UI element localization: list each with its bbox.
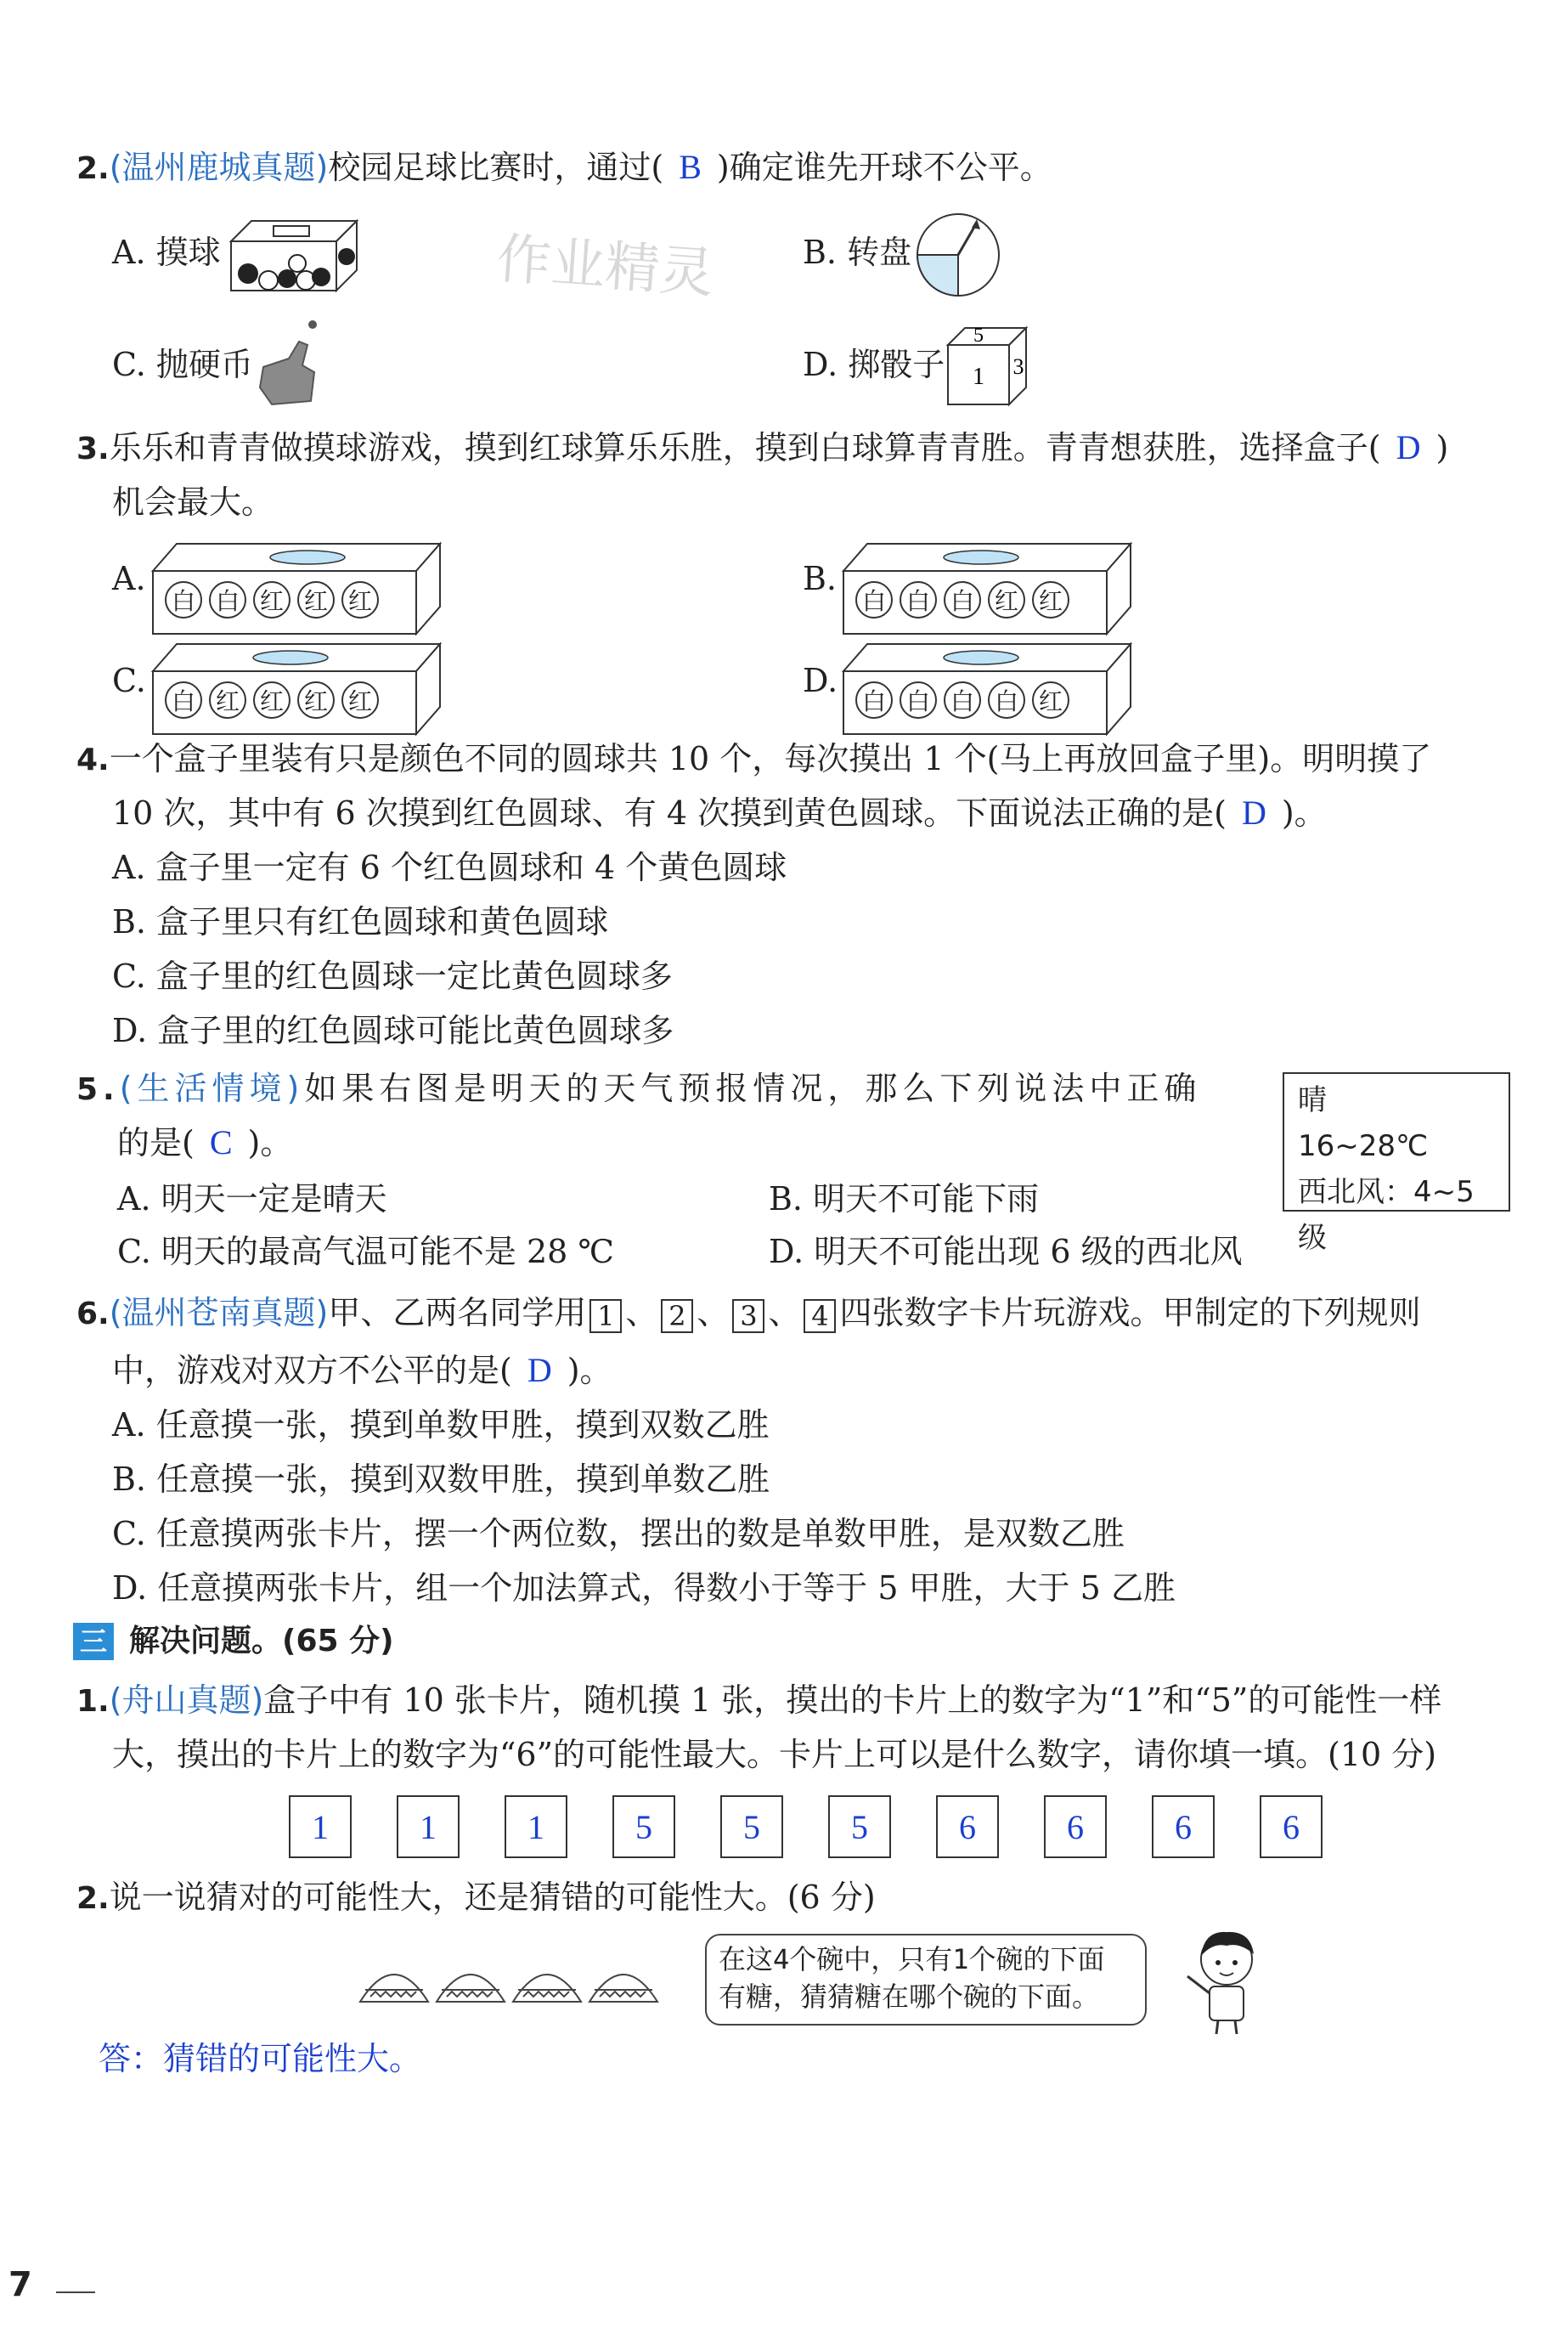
dice-illustration xyxy=(945,323,1029,408)
question-5-line2: 的是( C )。 xyxy=(117,1123,293,1161)
question-6-line2: 中，游戏对双方不公平的是( D )。 xyxy=(112,1351,612,1389)
option-c: C. 盒子里的红色圆球一定比黄色圆球多 xyxy=(112,958,673,995)
ball: 红 xyxy=(1032,681,1069,719)
ball: 红 xyxy=(988,581,1025,619)
ball: 红 xyxy=(297,581,335,619)
ball: 红 xyxy=(253,581,290,619)
ball: 白 xyxy=(900,581,937,619)
question-6: 6.(温州苍南真题)甲、乙两名同学用 1 、 2 、 3 、 4 四张数字卡片玩游戏。甲制定的下列规则 xyxy=(76,1294,1421,1332)
ball-row xyxy=(161,581,382,619)
option-d: D. 明天不可能出现 6 级的西北风 xyxy=(769,1233,1243,1270)
ball: 红 xyxy=(253,681,290,719)
boy-illustration xyxy=(1179,1925,1272,2036)
thumb-coin-illustration xyxy=(255,316,331,410)
answer: D xyxy=(1396,428,1421,466)
question-number: 4. xyxy=(76,743,110,777)
number-card: 1 xyxy=(589,1299,622,1333)
box-option-a: A. 白 白 红 红 红 xyxy=(112,540,452,642)
number-card: 3 xyxy=(732,1299,764,1333)
ball: 红 xyxy=(341,681,379,719)
ball: 白 xyxy=(900,681,937,719)
ball: 白 xyxy=(209,581,246,619)
question-tag: (温州苍南真题) xyxy=(109,1294,329,1331)
option-a: A. 盒子里一定有 6 个红色圆球和 4 个黄色圆球 xyxy=(112,849,787,886)
ball: 红 xyxy=(1032,581,1069,619)
speech-bubble: 在这4个碗中，只有1个碗的下面 有糖，猜猜糖在哪个碗的下面。 xyxy=(705,1934,1147,2026)
problem-2-answer: 答：猜错的可能性大。 xyxy=(99,2040,422,2077)
option-a: A. 任意摸一张，摸到单数甲胜，摸到双数乙胜 xyxy=(112,1406,770,1444)
spinner-illustration xyxy=(909,211,1007,299)
dice-front-face: 1 xyxy=(973,364,984,390)
weather-wind: 西北风：4~5级 xyxy=(1298,1175,1475,1255)
answer-card: 6 xyxy=(1044,1795,1107,1858)
answer: D xyxy=(1241,794,1266,832)
problem-1: 1.(舟山真题)盒子中有 10 张卡片，随机摸 1 张，摸出的卡片上的数字为“1”和“5”的可能性一样 xyxy=(76,1681,1442,1719)
question-4: 4.一个盒子里装有只是颜色不同的圆球共 10 个，每次摸出 1 个(马上再放回盒子里)。明明摸了 xyxy=(76,740,1432,777)
question-3: 3.乐乐和青青做摸球游戏，摸到红球算乐乐胜，摸到白球算青青胜。青青想获胜，选择盒子( D ) xyxy=(76,428,1449,466)
problem-2: 2.说一说猜对的可能性大，还是猜错的可能性大。(6 分) xyxy=(76,1879,876,1916)
section-title: 解决问题。(65 分) xyxy=(129,1624,394,1658)
answer-card: 1 xyxy=(505,1795,567,1858)
question-3-line2: 机会最大。 xyxy=(112,483,274,521)
answer-card: 6 xyxy=(1260,1795,1323,1858)
question-number: 3. xyxy=(76,432,110,466)
ball-row xyxy=(161,681,382,719)
ball: 红 xyxy=(209,681,246,719)
question-number: 5. xyxy=(76,1072,120,1107)
ball: 白 xyxy=(855,581,893,619)
answer-card: 6 xyxy=(1152,1795,1215,1858)
question-tag: (舟山真题) xyxy=(109,1681,264,1719)
ball: 白 xyxy=(944,581,981,619)
problem-1-line2: 大，摸出的卡片上的数字为“6”的可能性最大。卡片上可以是什么数字，请你填一填。(10 分) xyxy=(112,1736,1437,1773)
question-number: 2. xyxy=(76,1881,110,1916)
answer-card: 6 xyxy=(936,1795,999,1858)
question-2: 2.(温州鹿城真题)校园足球比赛时，通过( B )确定谁先开球不公平。 xyxy=(76,148,1052,186)
answer-card: 5 xyxy=(612,1795,675,1858)
ball: 白 xyxy=(944,681,981,719)
box-option-c: C. 白 红 红 红 红 xyxy=(112,641,452,743)
answer-card: 1 xyxy=(289,1795,352,1858)
ball: 红 xyxy=(297,681,335,719)
ball: 白 xyxy=(988,681,1025,719)
answer: C xyxy=(209,1123,233,1161)
option-d: D. 盒子里的红色圆球可能比黄色圆球多 xyxy=(112,1012,674,1049)
option-c: C. 任意摸两张卡片，摆一个两位数，摆出的数是单数甲胜，是双数乙胜 xyxy=(112,1515,1125,1552)
question-tag: (生活情境) xyxy=(119,1070,305,1107)
ball-row xyxy=(852,581,1073,619)
option-c: C. 明天的最高气温可能不是 28 ℃ xyxy=(117,1233,614,1270)
option-a: A. 明天一定是晴天 xyxy=(117,1180,387,1218)
answer-card: 5 xyxy=(720,1795,783,1858)
question-5: 5.(生活情境)如果右图是明天的天气预报情况，那么下列说法中正确 xyxy=(76,1070,1202,1107)
answer-card: 5 xyxy=(828,1795,891,1858)
question-number: 1. xyxy=(76,1684,110,1719)
option-d: D. 掷骰子 xyxy=(803,346,945,383)
ball: 红 xyxy=(341,581,379,619)
ball-box-illustration xyxy=(223,216,358,294)
box-option-d: D. 白 白 白 白 红 xyxy=(803,641,1142,743)
option-d: D. 任意摸两张卡片，组一个加法算式，得数小于等于 5 甲胜，大于 5 乙胜 xyxy=(112,1569,1176,1607)
ball: 白 xyxy=(165,581,202,619)
answer: B xyxy=(679,148,702,186)
answer: D xyxy=(527,1351,552,1389)
option-b: B. 转盘 xyxy=(803,234,912,271)
option-a: A. 摸球 xyxy=(112,234,221,271)
question-tag: (温州鹿城真题) xyxy=(109,149,329,186)
question-4-line2: 10 次，其中有 6 次摸到红色圆球、有 4 次摸到黄色圆球。下面说法正确的是( D )。 xyxy=(112,794,1327,832)
option-c: C. 抛硬币 xyxy=(112,346,253,383)
option-b: B. 明天不可能下雨 xyxy=(769,1180,1040,1218)
ball: 白 xyxy=(855,681,893,719)
answer-card: 1 xyxy=(397,1795,460,1858)
section-number-badge: 三 xyxy=(73,1623,114,1660)
option-b: B. 任意摸一张，摸到双数甲胜，摸到单数乙胜 xyxy=(112,1461,770,1498)
question-number: 2. xyxy=(76,151,110,186)
weather-forecast-box xyxy=(1283,1072,1510,1255)
dice-side-face: 3 xyxy=(1012,354,1024,379)
number-card: 4 xyxy=(804,1299,836,1333)
watermark: 作业精灵 xyxy=(494,228,716,306)
dice-top-face: 5 xyxy=(973,325,984,347)
option-b: B. 盒子里只有红色圆球和黄色圆球 xyxy=(112,903,609,941)
number-card: 2 xyxy=(661,1299,693,1333)
page-number-rule xyxy=(56,2291,95,2293)
page-number: 7 xyxy=(8,2265,32,2304)
weather-condition: 晴 xyxy=(1298,1083,1327,1117)
box-option-b: B. 白 白 白 红 红 xyxy=(803,540,1142,642)
question-number: 6. xyxy=(76,1297,110,1331)
ball-row xyxy=(852,681,1073,719)
ball: 白 xyxy=(165,681,202,719)
bowls-illustration xyxy=(357,1951,671,2010)
weather-temperature: 16~28℃ xyxy=(1298,1129,1429,1163)
